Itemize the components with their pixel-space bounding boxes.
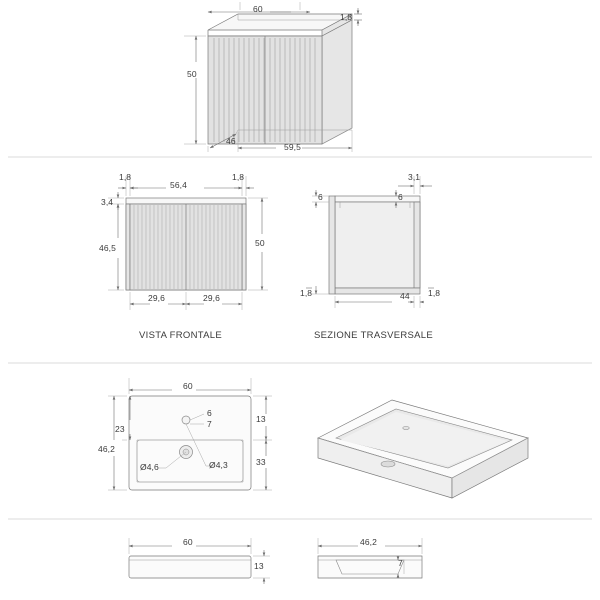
dim-label: 3,1 (408, 172, 421, 182)
dim-label: 56,4 (170, 180, 187, 190)
dim-label: 46 (226, 136, 236, 146)
dim-label: 6 (207, 408, 212, 418)
dim-label: 3,4 (101, 197, 114, 207)
dim-label: 33 (256, 457, 266, 467)
dim-label: 7 (207, 419, 212, 429)
caption-sezione-trasversale: SEZIONE TRASVERSALE (314, 330, 434, 341)
dim-label: 6 (318, 192, 323, 202)
dim-label: 1,8 (119, 172, 132, 182)
dim-label: 13 (256, 414, 266, 424)
dim-label: 29,6 (148, 293, 165, 303)
dim-label: 1,8 (300, 288, 313, 298)
view-front-cabinet (108, 176, 268, 310)
dim-label: 1,8 (232, 172, 245, 182)
dim-label: 46,2 (98, 444, 115, 454)
dim-label: 13 (254, 561, 264, 571)
dim-label: Ø4,6 (140, 462, 159, 472)
dim-label: 50 (187, 69, 197, 79)
dim-label: 6 (398, 192, 403, 202)
dim-label: 46,5 (99, 243, 116, 253)
dim-label: 60 (183, 537, 193, 547)
dim-label: 1,8 (428, 288, 441, 298)
view-basin-top (108, 378, 272, 490)
dim-label: 29,6 (203, 293, 220, 303)
dim-label: 7 (398, 558, 403, 568)
view-perspective-cabinet (184, 2, 362, 152)
view-basin-perspective (318, 400, 528, 498)
view-basin-front-elevation (129, 538, 270, 584)
view-cross-section-cabinet (306, 176, 434, 308)
dim-label: 44 (400, 291, 410, 301)
dim-label: 60 (183, 381, 193, 391)
dim-label: 50 (255, 238, 265, 248)
dim-label: 23 (115, 424, 125, 434)
dim-label: 46,2 (360, 537, 377, 547)
dim-label: Ø4,3 (209, 460, 228, 470)
dim-label: 1,8 (340, 12, 353, 22)
dim-label: 59,5 (284, 142, 301, 152)
caption-vista-frontale: VISTA FRONTALE (139, 330, 223, 341)
dim-label: 60 (253, 4, 263, 14)
